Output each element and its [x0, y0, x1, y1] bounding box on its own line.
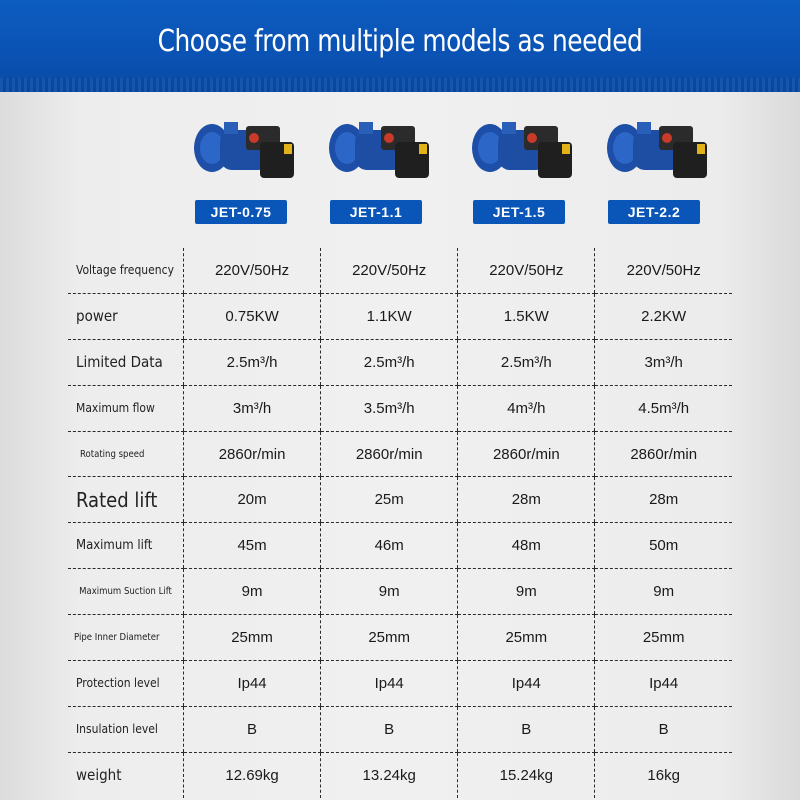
- table-row: [68, 661, 732, 707]
- cell: 2.5m³/h: [321, 339, 458, 385]
- table-row: [68, 477, 732, 523]
- table-row: [68, 752, 732, 797]
- model-badge: JET-0.75: [195, 200, 287, 224]
- header-banner: [0, 0, 800, 92]
- cell: 16kg: [595, 752, 732, 797]
- cell: 4m³/h: [458, 385, 595, 431]
- cell: 2860r/min: [184, 431, 321, 477]
- pump-image: [468, 108, 578, 188]
- table-row: [68, 706, 732, 752]
- cell: 9m: [184, 569, 321, 615]
- model-column-3: [468, 108, 578, 228]
- cell: 220V/50Hz: [184, 248, 321, 293]
- row-label: Maximum flow: [68, 385, 184, 431]
- cell: 45m: [184, 523, 321, 569]
- cell: 2.5m³/h: [184, 339, 321, 385]
- cell: 9m: [458, 569, 595, 615]
- cell: 9m: [321, 569, 458, 615]
- cell: B: [458, 706, 595, 752]
- cell: 3m³/h: [184, 385, 321, 431]
- cell: 4.5m³/h: [595, 385, 732, 431]
- row-label: Maximum Suction Lift: [68, 569, 184, 615]
- table-row: [68, 569, 732, 615]
- table-row: [68, 293, 732, 339]
- pump-image: [190, 108, 300, 188]
- cell: Ip44: [595, 661, 732, 707]
- cell: 2860r/min: [458, 431, 595, 477]
- cell: 220V/50Hz: [458, 248, 595, 293]
- table-row: [68, 431, 732, 477]
- row-label: Insulation level: [68, 706, 184, 752]
- cell: 0.75KW: [184, 293, 321, 339]
- cell: Ip44: [458, 661, 595, 707]
- cell: 25m: [321, 477, 458, 523]
- row-label: power: [68, 293, 184, 339]
- model-badge: JET-1.1: [330, 200, 422, 224]
- cell: 220V/50Hz: [595, 248, 732, 293]
- table-row: [68, 385, 732, 431]
- cell: 28m: [458, 477, 595, 523]
- cell: 48m: [458, 523, 595, 569]
- model-badge: JET-1.5: [473, 200, 565, 224]
- pump-image: [325, 108, 435, 188]
- cell: 46m: [321, 523, 458, 569]
- cell: B: [595, 706, 732, 752]
- cell: 20m: [184, 477, 321, 523]
- model-badge: JET-2.2: [608, 200, 700, 224]
- row-label: Voltage frequency: [68, 248, 184, 293]
- cell: 50m: [595, 523, 732, 569]
- cell: 1.1KW: [321, 293, 458, 339]
- cell: 25mm: [458, 615, 595, 661]
- row-label: Protection level: [68, 661, 184, 707]
- cell: 25mm: [184, 615, 321, 661]
- pump-image: [603, 108, 713, 188]
- cell: 9m: [595, 569, 732, 615]
- row-label: weight: [76, 766, 122, 785]
- row-label: Limited Data: [68, 339, 184, 385]
- cell: 25mm: [321, 615, 458, 661]
- model-column-1: [190, 108, 300, 228]
- cell: 25mm: [595, 615, 732, 661]
- cell: 13.24kg: [321, 752, 458, 797]
- cell: 1.5KW: [458, 293, 595, 339]
- cell: Ip44: [184, 661, 321, 707]
- page-title: Choose from multiple models as needed: [157, 24, 643, 59]
- model-column-4: [603, 108, 713, 228]
- cell: 2860r/min: [595, 431, 732, 477]
- cell: 2.2KW: [595, 293, 732, 339]
- cell: 2860r/min: [321, 431, 458, 477]
- table-row: [68, 523, 732, 569]
- row-label: Pipe Inner Diameter: [68, 615, 184, 661]
- cell: 15.24kg: [458, 752, 595, 797]
- cell: 220V/50Hz: [321, 248, 458, 293]
- cell: B: [321, 706, 458, 752]
- row-label: Rotating speed: [68, 431, 184, 477]
- table-row: [68, 339, 732, 385]
- cell: 28m: [595, 477, 732, 523]
- row-label: Rated lift: [68, 477, 184, 523]
- cell: 12.69kg: [184, 752, 321, 797]
- specs-table: [68, 248, 732, 798]
- cell: Ip44: [321, 661, 458, 707]
- table-row: [68, 615, 732, 661]
- model-column-2: [325, 108, 435, 228]
- cell: 3m³/h: [595, 339, 732, 385]
- row-label: Maximum lift: [68, 523, 184, 569]
- cell: 2.5m³/h: [458, 339, 595, 385]
- cell: 3.5m³/h: [321, 385, 458, 431]
- cell: B: [184, 706, 321, 752]
- table-row: [68, 248, 732, 293]
